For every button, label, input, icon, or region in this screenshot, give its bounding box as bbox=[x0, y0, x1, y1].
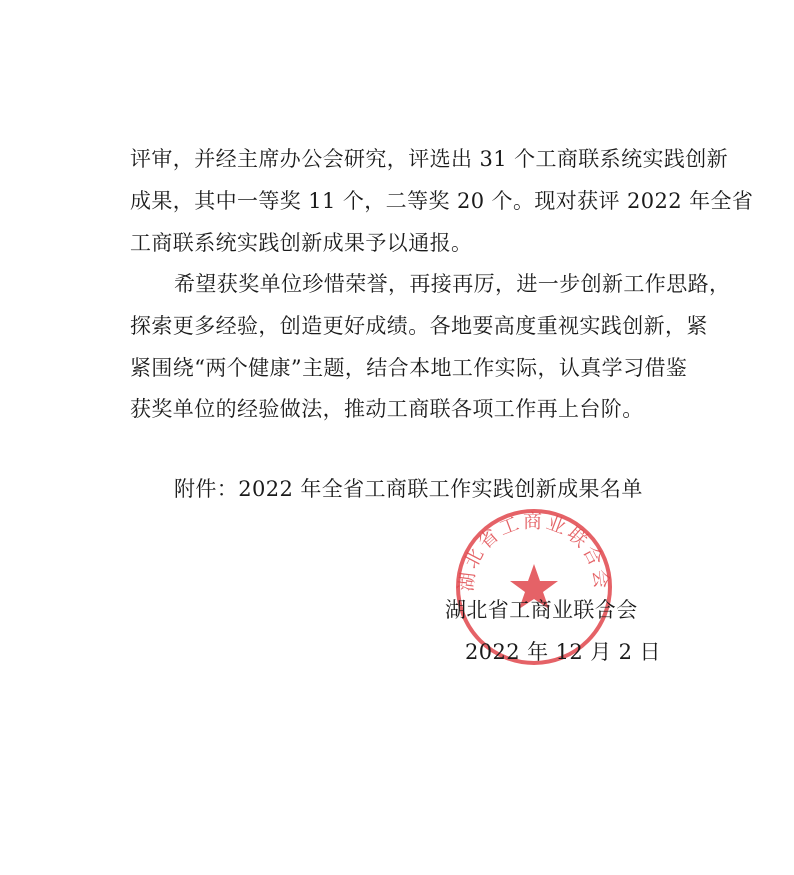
body-line-5: 探索更多经验，创造更好成绩。各地要高度重视实践创新，紧 bbox=[130, 314, 708, 338]
seal-text: 湖北省工商业联合会 bbox=[455, 510, 613, 593]
body-line-2: 成果，其中一等奖 11 个，二等奖 20 个。现对获评 2022 年全省 bbox=[130, 189, 754, 213]
attachment-line: 附件：2022 年全省工商联工作实践创新成果名单 bbox=[174, 477, 643, 501]
body-line-7: 获奖单位的经验做法，推动工商联各项工作再上台阶。 bbox=[130, 397, 644, 421]
body-line-4: 希望获奖单位珍惜荣誉，再接再厉，进一步创新工作思路， bbox=[174, 272, 731, 296]
body-line-6: 紧围绕“两个健康”主题，结合本地工作实际，认真学习借鉴 bbox=[130, 356, 688, 380]
signature-org: 湖北省工商业联合会 bbox=[445, 598, 638, 622]
body-line-3: 工商联系统实践创新成果予以通报。 bbox=[130, 231, 473, 255]
body-line-1: 评审，并经主席办公会研究，评选出 31 个工商联系统实践创新 bbox=[130, 147, 729, 171]
signature-date: 2022 年 12 月 2 日 bbox=[465, 640, 661, 664]
